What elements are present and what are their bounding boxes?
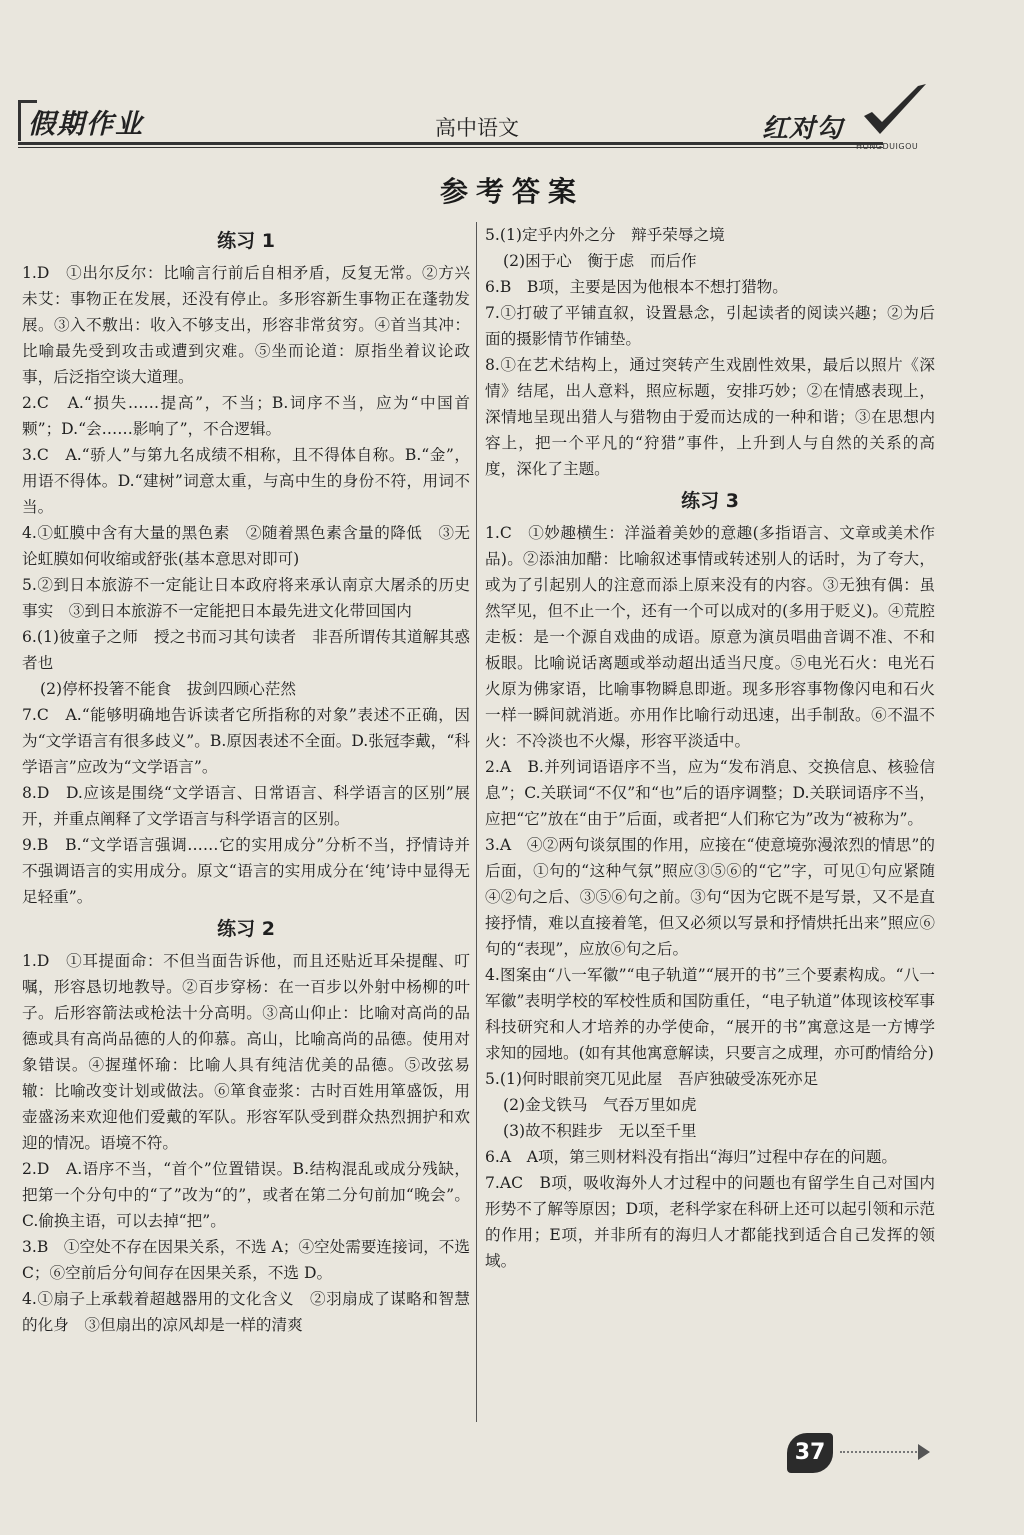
header-rule [18,142,883,145]
left-column [22,222,470,1338]
answer-item: 2.C A.“损失……提高”，不当；B.词序不当，应为“中国首颗”；D.“会……影响了”，不合逻辑。 [22,394,470,438]
header-rule-thin [18,147,883,148]
answer-item: 5.②到日本旅游不一定能让日本政府将来承认南京大屠杀的历史事实 ③到日本旅游不一定能把日本最先进文化带回国内 [22,576,470,620]
answer-item: 5.(1)定乎内外之分 辩乎荣辱之境 [485,226,725,244]
answer-item: 9.B B.“文学语言强调……它的实用成分”分析不当，抒情诗并不强调语言的实用成分。原文“语言的实用成分在‘纯’诗中显得无足轻重”。 [22,836,470,906]
answer-subline: (3)故不积跬步 无以至千里 [503,1122,697,1140]
publisher-logo [760,80,930,160]
answer-item: 7.AC B项，吸收海外人才过程中的问题也有留学生自己对国内形势不了解等原因；D项，老科学家在科研上还可以起引领和示范的作用；E项，并非所有的海归人才都能找到适合自己发挥的领域。 [485,1174,935,1270]
section-heading: 练习 3 [681,490,739,512]
answer-subline: (2)停杯投箸不能食 拔剑四顾心茫然 [40,680,296,698]
answer-item: 2.A B.并列词语语序不当，应为“发布消息、交换信息、核验信息”；C.关联词“不仅”和“也”后的语序调整；D.关联词语序不当，应把“它”放在“由于”后面，或者把“人们称它为”改为“被称为”。 [485,758,935,828]
logo-subtitle: HONGDUIGOU [856,142,919,151]
answer-item: 1.D ①耳提面命：不但当面告诉他，而且还贴近耳朵提醒、叮嘱，形容恳切地教导。②百步穿杨：在一百步以外射中杨柳的叶子。后形容箭法或枪法十分高明。③高山仰止：比喻对高尚的品德或具有高尚品德的人的仰慕。高山，比喻高尚的品德。使用对象错误。④握瑾怀瑜：比喻人具有纯洁优美的品德。⑤改弦易辙：比喻改变计划或做法。⑥箪食壶浆：古时百姓用箪盛饭，用壶盛汤来欢迎他们爱戴的军队。形容军队受到群众热烈拥护和欢迎的情况。语境不符。 [22,952,470,1152]
page-number: 37 [787,1433,833,1473]
checkmark-icon [860,80,930,145]
answer-item: 8.D D.应该是围绕“文学语言、日常语言、科学语言的区别”展开，并重点阐释了文学语言与科学语言的区别。 [22,784,470,828]
answer-item: 7.①打破了平铺直叙，设置悬念，引起读者的阅读兴趣；②为后面的摄影情节作铺垫。 [485,304,935,348]
answer-item: 6.A A项，第三则材料没有指出“海归”过程中存在的问题。 [485,1148,898,1166]
logo-text: 红对勾 [762,114,844,144]
answer-subline: (2)金戈铁马 气吞万里如虎 [503,1096,697,1114]
answer-item: 4.①虹膜中含有大量的黑色素 ②随着黑色素含量的降低 ③无论虹膜如何收缩或舒张(基本意思对即可) [22,524,470,568]
answer-item: 6.(1)彼童子之师 授之书而习其句读者 非吾所谓传其道解其惑者也 [22,628,470,672]
answer-item: 1.D ①出尔反尔：比喻言行前后自相矛盾，反复无常。②方兴未艾：事物正在发展，还没有停止。多形容新生事物正在蓬勃发展。③入不敷出：收入不够支出，形容非常贫穷。④首当其冲：比喻最先受到攻击或遭到灾难。⑤坐而论道：原指坐着议论政事，后泛指空谈大道理。 [22,264,470,386]
answer-item: 4.①扇子上承载着超越器用的文化含义 ②羽扇成了谋略和智慧的化身 ③但扇出的凉风却是一样的清爽 [22,1290,470,1334]
answer-item: 3.B ①空处不存在因果关系，不选 A；④空处需要连接词，不选 C；⑥空前后分句间存在因果关系，不选 D。 [22,1238,470,1282]
answer-item: 3.A ④②两句谈氛围的作用，应接在“使意境弥漫浓烈的情思”的后面，①句的“这种气氛”照应③⑤⑥的“它”字，可见①句应紧随④②句之后、③⑤⑥句之前。③句“因为它既不是写景，又不是直接抒情，难以直接着笔，但又必须以写景和抒情烘托出来”照应⑥句的“表现”，应放⑥句之后。 [485,836,935,958]
answer-item: 8.①在艺术结构上，通过突转产生戏剧性效果，最后以照片《深情》结尾，出人意料，照应标题，安排巧妙；②在情感表现上，深情地呈现出猎人与猎物由于爱而达成的一种和谐；③在思想内容上，把一个平凡的“狩猎”事件，上升到人与自然的关系的高度，深化了主题。 [485,356,935,478]
answer-item: 6.B B项，主要是因为他根本不想打猎物。 [485,278,788,296]
right-column [485,222,935,1274]
arrow-right-icon [918,1444,930,1460]
answer-item: 2.D A.语序不当，“首个”位置错误。B.结构混乱或成分残缺，把第一个分句中的“了”改为“的”，或者在第二分句前加“晚会”。C.偷换主语，可以去掉“把”。 [22,1160,470,1230]
column-divider [476,222,477,1422]
section-heading: 练习 2 [217,918,275,940]
section-heading: 练习 1 [217,230,275,252]
answer-item: 5.(1)何时眼前突兀见此屋 吾庐独破受冻死亦足 [485,1070,819,1088]
page-title: 参考答案 [439,175,584,208]
answer-item: 7.C A.“能够明确地告诉读者它所指称的对象”表述不正确，因为“文学语言有很多歧义”。B.原因表述不全面。D.张冠李戴，“科学语言”应改为“文学语言”。 [22,706,470,776]
subject-label: 高中语文 [435,116,519,140]
series-brand: 假期作业 [28,109,144,140]
answer-item: 3.C A.“骄人”与第九名成绩不相称，且不得体自称。B.“金”，用语不得体。D.“建树”词意太重，与高中生的身份不符，用词不当。 [22,446,470,516]
answer-subline: (2)困于心 衡于虑 而后作 [503,252,697,270]
answer-item: 4.图案由“八一军徽”“电子轨道”“展开的书”三个要素构成。“八一军徽”表明学校的军校性质和国防重任，“电子轨道”体现该校军事科技研究和人才培养的办学使命，“展开的书”寓意这是一方博学求知的园地。(如有其他寓意解读，只要言之成理，亦可酌情给分) [485,966,935,1062]
answer-item: 1.C ①妙趣横生：洋溢着美妙的意趣(多指语言、文章或美术作品)。②添油加醋：比喻叙述事情或转述别人的话时，为了夸大，或为了引起别人的注意而添上原来没有的内容。③无独有偶：虽然罕见，但不止一个，还有一个可以成对的(多用于贬义)。④荒腔走板：是一个源自戏曲的成语。原意为演员唱曲音调不准、不和板眼。比喻说话离题或举动超出适当尺度。⑤电光石火：电光石火原为佛家语，比喻事物瞬息即逝。现多形容事物像闪电和石火一样一瞬间就消逝。亦用作比喻行动迅速，出手制敌。⑥不温不火：不冷淡也不火爆，形容平淡适中。 [485,524,935,750]
page-number-dots [840,1451,920,1455]
